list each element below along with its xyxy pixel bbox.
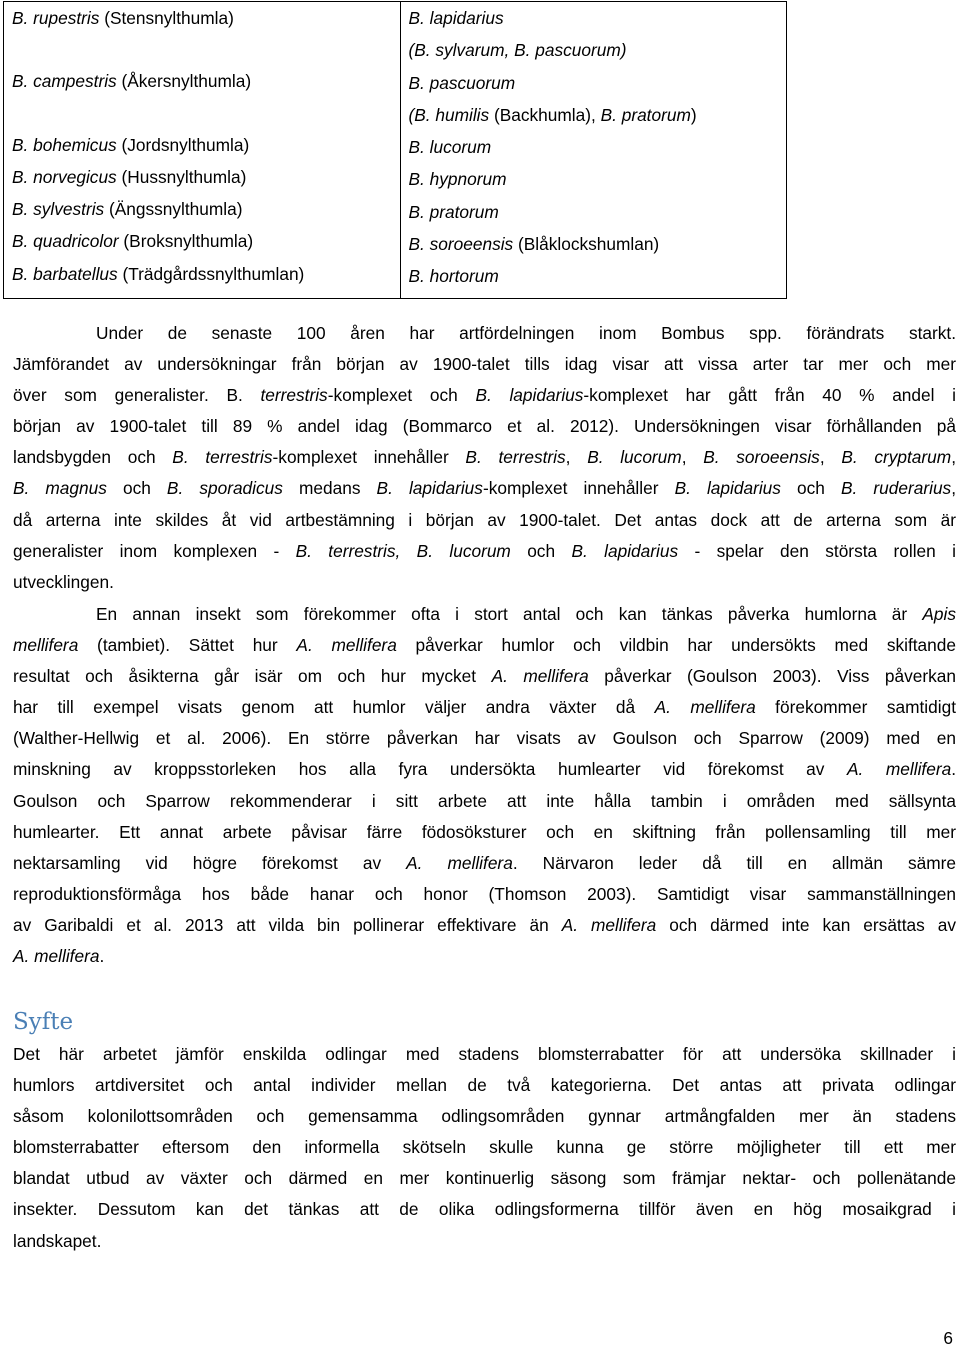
species-row: B. lucorum	[408, 137, 492, 158]
text-line: generalister inom komplexen - B. terrestris, B. lucorum och B. lapidarius - spelar den största rollen i	[13, 540, 956, 561]
text-line: (Walther-Hellwig et al. 2006). En större påverkan har visats av Goulson och Sparrow (2009) med en	[13, 728, 956, 749]
text-line: En annan insekt som förekommer ofta i stort antal och kan tänkas påverka humlorna är Apis	[96, 604, 956, 624]
text-line: minskning av kroppsstorleken hos alla fyra undersökta humlearter vid förekomst av A. mellifera.	[13, 759, 956, 780]
species-row: (B. sylvarum, B. pascuorum)	[408, 40, 627, 61]
species-row: B. quadricolor (Broksnylthumla)	[12, 231, 254, 252]
text-line: mellifera (tambiet). Sättet hur A. mellifera påverkar humlor och vildbin har undersökts med skiftande	[13, 635, 956, 656]
text-line: blandat utbud av växter och därmed en mer kontinuerlig säsong som främjar nektar- och pollenätande	[13, 1168, 956, 1189]
species-row: B. soroeensis (Blåklockshumlan)	[408, 234, 660, 255]
section-heading: Syfte	[13, 1009, 74, 1035]
text-line: början av 1900-talet till 89 % andel idag (Bommarco et al. 2012). Undersökningen visar förhållanden på	[13, 416, 956, 437]
text-line: reproduktionsförmåga hos både hanar och honor (Thomson 2003). Samtidigt visar sammanställningen	[13, 883, 956, 904]
species-row: B. pascuorum	[408, 72, 516, 93]
text-line: Det här arbetet jämför enskilda odlingar med stadens blomsterrabatter för att undersöka skillnader i	[13, 1044, 956, 1064]
text-line: insekter. Dessutom kan det tänkas att de olika odlingsformerna tillför även en hög mosaikgrad i	[13, 1199, 956, 1220]
text-line: humlors artdiversitet och antal individer mellan de två kategorierna. Det antas att privata odlingar	[13, 1075, 956, 1096]
text-line: B. magnus och B. sporadicus medans B. lapidarius-komplexet innehåller B. lapidarius och B. ruderarius,	[13, 478, 957, 499]
text-line: Under de senaste 100 åren har artfördelningen inom Bombus spp. förändrats starkt.	[96, 323, 956, 343]
species-table-left-cell	[4, 2, 401, 299]
text-line: utvecklingen.	[13, 571, 114, 592]
text-line: då arterna inte skildes åt vid artbestämning i början av 1900-talet. Det antas dock att de arterna som är	[13, 509, 956, 530]
text-line: landskapet.	[13, 1230, 102, 1251]
species-row: B. bohemicus (Jordsnylthumla)	[12, 134, 250, 155]
species-row: B. hortorum	[408, 266, 499, 287]
text-line: A. mellifera.	[13, 946, 105, 967]
species-row: B. lapidarius	[408, 8, 504, 28]
text-line: nektarsamling vid högre förekomst av A. mellifera. Närvaron leder då till en allmän sämre	[13, 852, 956, 873]
text-line: humlearter. Ett annat arbete påvisar färre födosöksturer och en skiftning från pollensamling till mer	[13, 821, 956, 842]
species-row: (B. humilis (Backhumla), B. pratorum)	[408, 104, 697, 125]
body-paragraph-1	[13, 318, 956, 598]
species-row: B. hypnorum	[408, 169, 507, 190]
species-table	[3, 1, 787, 299]
species-table-right-cell	[400, 2, 787, 299]
text-line: Jämförandet av undersökningar från början av 1900-talet tills idag visar att vissa arter tar mer och mer	[13, 354, 956, 375]
text-line: av Garibaldi et al. 2013 att vilda bin pollinerar effektivare än A. mellifera och därmed inte kan ersättas av	[13, 914, 956, 935]
text-line: blomsterrabatter eftersom den informella skötseln skulle kunna ge större möjligheter till ett mer	[13, 1137, 956, 1158]
body-paragraph-3	[13, 1039, 956, 1257]
species-row: B. campestris (Åkersnylthumla)	[12, 71, 252, 92]
text-line: Goulson och Sparrow rekommenderar i sitt arbete att inte hålla tambin i områden med sällsynta	[13, 790, 956, 811]
text-line: såsom kolonilottsområden och gemensamma odlingsområden gynnar artmångfalden mer än stadens	[13, 1106, 956, 1127]
species-row: B. sylvestris (Ängssnylthumla)	[12, 199, 243, 220]
body-paragraph-2	[13, 599, 956, 972]
text-line: landsbygden och B. terrestris-komplexet innehåller B. terrestris, B. lucorum, B. soroeensis, B. cryptarum,	[13, 447, 956, 468]
species-row: B. norvegicus (Hussnylthumla)	[12, 166, 247, 187]
species-row: B. pratorum	[408, 201, 499, 222]
species-row: B. barbatellus (Trädgårdssnylthumlan)	[12, 263, 305, 284]
page-number: 6	[943, 1328, 953, 1348]
species-row: B. rupestris (Stensnylthumla)	[12, 8, 234, 28]
text-line: över som generalister. B. terrestris-komplexet och B. lapidarius-komplexet har gått från 40 % andel i	[13, 385, 956, 406]
text-line: har till exempel visats genom att humlor väljer andra växter då A. mellifera förekommer samtidigt	[13, 697, 956, 718]
text-line: resultat och åsikterna går isär om och hur mycket A. mellifera påverkar (Goulson 2003). Viss påverkan	[13, 666, 957, 687]
